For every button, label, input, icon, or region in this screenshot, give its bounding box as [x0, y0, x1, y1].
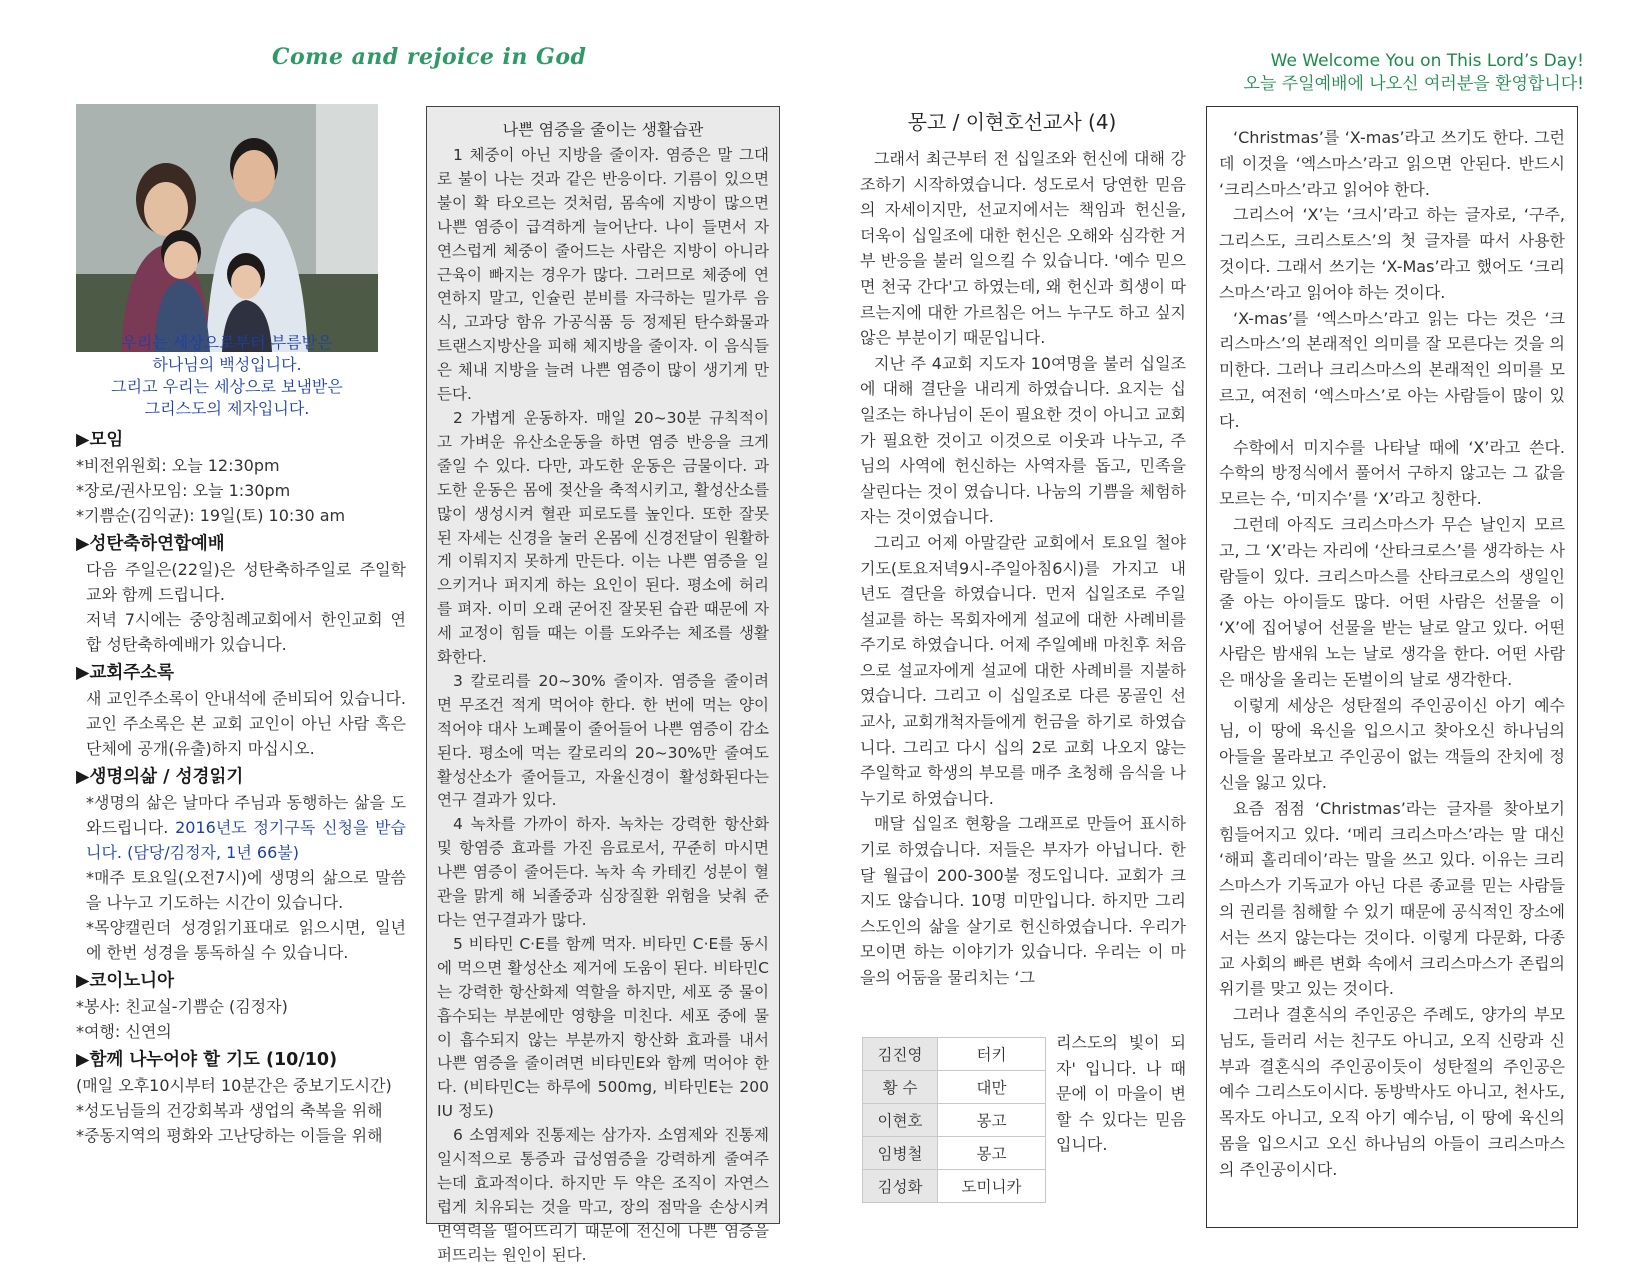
- announcement-item: [76, 790, 406, 865]
- health-paragraph: 5 비타민 C·E를 함께 먹자. 비타민 C·E를 동시에 먹으면 활성산소 제거에 도움이 된다. 비타민C는 강력한 항산화제 역할을 하지만, 세포 중 물이 흡수되는 부분에만 영향을 미친다. 세포 중에 물이 흡수되지 않는 부분까지 항산화 효과를 내서 나쁜 염증을 줄이려면 비타민E와 함께 먹어야 한다. (비타민C는 하루에 500mg, 비타민E는 200 IU 정도): [437, 934, 769, 1121]
- missionary-name: 황 수: [863, 1071, 938, 1104]
- table-row: [863, 1137, 1046, 1170]
- announcement-item: *성도님들의 건강회복과 생업의 축복을 위해: [76, 1101, 383, 1120]
- health-article-title: 나쁜 염증을 줄이는 생활습관: [502, 120, 704, 139]
- mission-country: 터키: [938, 1038, 1046, 1071]
- announcement-text: *생명의 삶은 날마다 주님과 동행하는 삶을 도와드립니다.: [86, 793, 406, 837]
- missionary-name: 김진영: [863, 1038, 938, 1071]
- christmas-paragraph: 그런데 아직도 크리스마스가 무슨 날인지 모르고, 그 ‘X’라는 자리에 ‘산타크로스’를 생각하는 사람들이 있다. 크리스마스를 산타크로스의 생일인 줄 아는 아이들도 많다. 어떤 사람은 선물을 이 ‘X’에 집어넣어 선물을 받는 날로 알고 있다. 어떤 사람은 밤새워 노는 날로 생각을 한다. 어떤 사람은 매상을 올리는 돈벌이의 날로 생각한다.: [1219, 514, 1565, 689]
- health-paragraph: 3 칼로리를 20~30% 줄이자. 염증을 줄이려면 무조건 적게 먹어야 한다. 한 번에 먹는 양이 적어야 대사 노폐물이 줄어들어 나쁜 염증이 감소된다. 평소에 먹는 칼로리의 20~30%만 줄여도 활성산소가 줄어들고, 자율신경이 활성화된다는 연구 결과가 있다.: [437, 671, 769, 810]
- christmas-paragraph: 그러나 결혼식의 주인공은 주례도, 양가의 부모님도, 들러리 서는 친구도 아니고, 오직 신랑과 신부과 결혼식의 주인공이듯이 성탄절의 주인공은 예수 그리스도이시다. 동방박사도 아니고, 천사도, 목자도 아니고, 오직 아기 예수님, 이 땅에 육신의 몸을 입으시고 오신 하나님의 아들이 크리스마스의 주인공이시다.: [1219, 1005, 1565, 1179]
- caption-line: 우리는 세상으로부터 부름받은: [121, 333, 333, 352]
- mission-paragraph: 매달 십일조 현황을 그래프로 만들어 표시하기로 하였습니다. 저들은 부자가 아닙니다. 한달 월급이 200-300불 정도입니다. 교회가 크지도 않습니다. 10명 미만입니다. 하지만 그리스도인의 삶을 살기로 헌신하였습니다. 우리가 모이면 하는 이야기가 있습니다. 우리는 이 마을의 어둠을 물리치는 ‘그: [860, 814, 1186, 987]
- announcement-item: 다음 주일은(22일)은 성탄축하주일로 주일학교와 함께 드립니다.: [86, 560, 406, 604]
- section-title-prayer: ▶함께 나누어야 할 기도 (10/10): [76, 1050, 338, 1070]
- table-row: [863, 1104, 1046, 1137]
- mission-country: 대만: [938, 1071, 1046, 1104]
- announcement-item: (매일 오후10시부터 10분간은 중보기도시간): [76, 1076, 392, 1095]
- mission-letter: [860, 146, 1186, 991]
- table-row: [863, 1038, 1046, 1071]
- subscription-notice: 2016년도 정기구독 신청을 받습니다. (담당/김정자, 1년 66불): [86, 818, 406, 862]
- mission-paragraph: 그래서 최근부터 전 십일조와 헌신에 대해 강조하기 시작하였습니다. 성도로서 당연한 믿음의 자세이지만, 선교지에서는 책임과 헌신을, 더욱이 십일조에 대한 헌신은 오해와 심각한 거부 반응을 불러 일으킬 수 있습니다. '예수 믿으면 천국 간다'고 하였는데, 왜 헌신과 희생이 따르는지에 대한 가르침은 어느 누구도 하고 싶지 않은 부분이기 때문입니다.: [860, 149, 1186, 348]
- mission-country: 도미니카: [938, 1170, 1046, 1203]
- mission-paragraph: 그리고 어제 아말갈란 교회에서 토요일 철야기도(토요저녁9시-주일아침6시)를 가지고 내년도 결단을 하였습니다. 먼저 십일조로 주일 설교를 하는 목회자에게 설교에 대한 사례비를 주기로 하였습니다. 어제 주일예배 마친후 처음으로 설교자에게 설교에 대한 사례비를 지불하였습니다. 그리고 이 십일조로 다른 몽골인 선교사, 교회개척자들에게 헌금을 하기로 하였습니다. 그리고 다시 십의 2로 교회 나오지 않는 주일학교 학생의 부모를 매주 초청해 음식을 나누기로 하였습니다.: [860, 532, 1186, 808]
- announcement-item: *중동지역의 평화와 고난당하는 이들을 위해: [76, 1126, 383, 1145]
- section-title-bible-reading: ▶생명의삶 / 성경읽기: [76, 767, 244, 787]
- health-article: [426, 106, 780, 1264]
- christmas-paragraph: ‘Christmas’를 ‘X-mas’라고 쓰기도 한다. 그런데 이것을 ‘엑스마스’라고 읽으면 안된다. 반드시 ‘크리스마스’라고 읽어야 한다.: [1219, 128, 1565, 199]
- christmas-article: [1206, 106, 1578, 1228]
- christmas-paragraph: 수학에서 미지수를 나타날 때에 ‘X’라고 쓴다. 수학의 방정식에서 풀어서 구하지 않고는 그 값을 모르는 수, ‘미지수’를 ‘X’라고 칭한다.: [1219, 437, 1565, 509]
- christmas-paragraph: 이렇게 세상은 성탄절의 주인공이신 아기 예수님, 이 땅에 육신을 입으시고 찾아오신 하나님의 아들을 몰라보고 주인공이 없는 객들의 잔치에 정신을 잃고 있다.: [1219, 695, 1565, 792]
- announcement-item: 새 교인주소록이 안내석에 준비되어 있습니다. 교인 주소록은 본 교회 교인이 아닌 사람 혹은 단체에 공개(유출)하지 마십시오.: [86, 689, 406, 758]
- health-paragraph: 1 체중이 아닌 지방을 줄이자. 염증은 말 그대로 불이 나는 것과 같은 반응이다. 기름이 있으면 불이 확 타오르는 것처럼, 몸속에 지방이 많으면 나쁜 염증이 급격하게 늘어난다. 나이 들면서 자연스럽게 체중이 줄어드는 사람은 지방이 아니라 근육이 빠지는 경우가 많다. 그러므로 체중에 연연하지 말고, 인슐린 분비를 자극하는 밀가루 음식, 고과당 함유 가공식품 등 정제된 탄수화물과 트랜스지방산을 피해 체지방을 줄이자. 이 음식들은 체내 지방을 늘려 나쁜 염증이 많이 생기게 만든다.: [437, 146, 769, 404]
- caption-line: 그리스도의 제자입니다.: [144, 399, 310, 418]
- header-left-title: Come and rejoice in God: [272, 44, 587, 70]
- mission-country: 몽고: [938, 1104, 1046, 1137]
- christmas-paragraph: 그리스어 ‘X’는 ‘크시’라고 하는 글자로, ‘구주, 그리스도, 크리스토스’의 첫 글자를 따서 사용한 것이다. 그래서 쓰기는 ‘X-Mas’라고 했어도 ‘크리스마스’라고 읽어야 하는 것이다.: [1219, 205, 1565, 302]
- mission-title: 몽고 / 이현호선교사 (4): [907, 110, 1117, 134]
- section-title-koinonia: ▶코이노니아: [76, 971, 174, 991]
- welcome-korean: 오늘 주일예배에 나오신 여러분을 환영합니다!: [1243, 74, 1584, 94]
- mission-country: 몽고: [938, 1137, 1046, 1170]
- section-title-christmas-service: ▶성탄축하연합예배: [76, 534, 225, 554]
- announcement-item: *장로/권사모임: 오늘 1:30pm: [76, 481, 291, 500]
- health-paragraph: 4 녹차를 가까이 하자. 녹차는 강력한 항산화 및 항염증 효과를 가진 음료로서, 꾸준히 마시면 나쁜 염증이 줄어든다. 녹차 속 카테킨 성분이 혈관을 맑게 해 뇌졸중과 심장질환 위험을 낮춰 준다는 연구결과가 많다.: [437, 815, 769, 929]
- announcement-item: *봉사: 친교실-기쁨순 (김정자): [76, 997, 288, 1016]
- missionary-name: 김성화: [863, 1170, 938, 1203]
- caption-line: 하나님의 백성입니다.: [152, 355, 302, 374]
- header-welcome: [1244, 50, 1584, 96]
- announcement-item: 저녁 7시에는 중앙침례교회에서 한인교회 연합 성탄축하예배가 있습니다.: [86, 610, 406, 654]
- christmas-paragraph: 요즘 점점 ‘Christmas’라는 글자를 찾아보기 힘들어지고 있다. ‘메리 크리스마스’라는 말 대신 ‘해피 홀리데이’라는 말을 쓰고 있다. 이유는 크리스마스가 기독교가 아닌 다른 종교를 믿는 사람들의 권리를 침해할 수 있기 때문에 공식적인 장소에서는 쓰지 않는다는 것이다. 이렇게 다문화, 다종교 사회의 빠른 변화 속에서 크리스마스가 존립의 위기를 맞고 있는 것이다.: [1219, 798, 1565, 999]
- welcome-english: We Welcome You on This Lord’s Day!: [1270, 51, 1584, 71]
- health-paragraph: 6 소염제와 진통제는 삼가자. 소염제와 진통제 일시적으로 통증과 급성염증을 강력하게 줄여주는데 효과적이다. 하지만 두 약은 조직이 자연스럽게 치유되는 것을 막고, 장의 점막을 손상시켜 면역력을 떨어뜨리기 때문에 전신에 나쁜 염증을 퍼뜨리는 원인이 된다.: [437, 1126, 769, 1264]
- photo-caption: [76, 332, 378, 420]
- health-paragraph: 2 가볍게 운동하자. 매일 20~30분 규칙적이고 가벼운 유산소운동을 하면 염증 반응을 크게 줄일 수 있다. 다만, 과도한 운동은 금물이다. 과도한 운동은 몸에 젖산을 축적시키고, 활성산소를 많이 생성시켜 혈관 피로도를 높인다. 또한 잘못된 자세는 신경을 눌러 온몸에 신경전달이 원활하게 이뤄지지 못하게 만든다. 이는 나쁜 염증을 일으키거나 퍼지게 하는 요인이 된다. 평소에 허리를 펴자. 이미 오래 굳어진 잘못된 습관 때문에 자세 교정이 힘들 때는 이를 도와주는 체조를 생활화한다.: [437, 408, 769, 667]
- table-row: [863, 1071, 1046, 1104]
- table-row: [863, 1170, 1046, 1203]
- caption-line: 그리고 우리는 세상으로 보냄받은: [111, 377, 343, 396]
- announcements: [76, 428, 406, 1148]
- family-photo-illustration: [76, 104, 378, 352]
- family-photo: [76, 104, 378, 352]
- announcement-item: *매주 토요일(오전7시)에 생명의 삶으로 말씀을 나누고 기도하는 시간이 있습니다.: [86, 868, 406, 912]
- mission-closing-text: 리스도의 빛이 되자' 입니다. 나 때문에 이 마을이 변할 수 있다는 믿음입니다.: [1056, 1033, 1186, 1155]
- announcement-item: *목양캘린더 성경읽기표대로 읽으시면, 일년에 한번 성경을 통독하실 수 있습니다.: [86, 918, 406, 962]
- missionary-table: [862, 1037, 1046, 1203]
- section-title-directory: ▶교회주소록: [76, 663, 174, 683]
- mission-paragraph: 지난 주 4교회 지도자 10여명을 불러 십일조에 대해 결단을 내리게 하였습니다. 요지는 십일조는 하나님이 돈이 필요한 것이 아니고 교회가 필요한 것이고 이것으로 이웃과 나누고, 주님의 사역에 헌신하는 사역자를 돕고, 민족을 살린다는 것이 였습니다. 나눔의 기쁨을 체험하자는 것이였습니다.: [860, 353, 1186, 527]
- announcement-item: *기쁨순(김익균): 19일(토) 10:30 am: [76, 506, 346, 525]
- missionary-name: 이현호: [863, 1104, 938, 1137]
- missionary-name: 임병철: [863, 1137, 938, 1170]
- announcement-item: *여행: 신연의: [76, 1022, 172, 1041]
- christmas-paragraph: ‘X-mas’를 ‘엑스마스’라고 읽는 다는 것은 ‘크리스마스’의 본래적인 의미를 잘 모른다는 것을 의미한다. 그러나 크리스마스의 본래적인 의미를 모르고, 여전히 ‘엑스마스’로 아는 사람들이 많이 있다.: [1219, 308, 1565, 431]
- announcement-item: *비전위원회: 오늘 12:30pm: [76, 456, 280, 475]
- section-title-meeting: ▶모임: [76, 430, 124, 450]
